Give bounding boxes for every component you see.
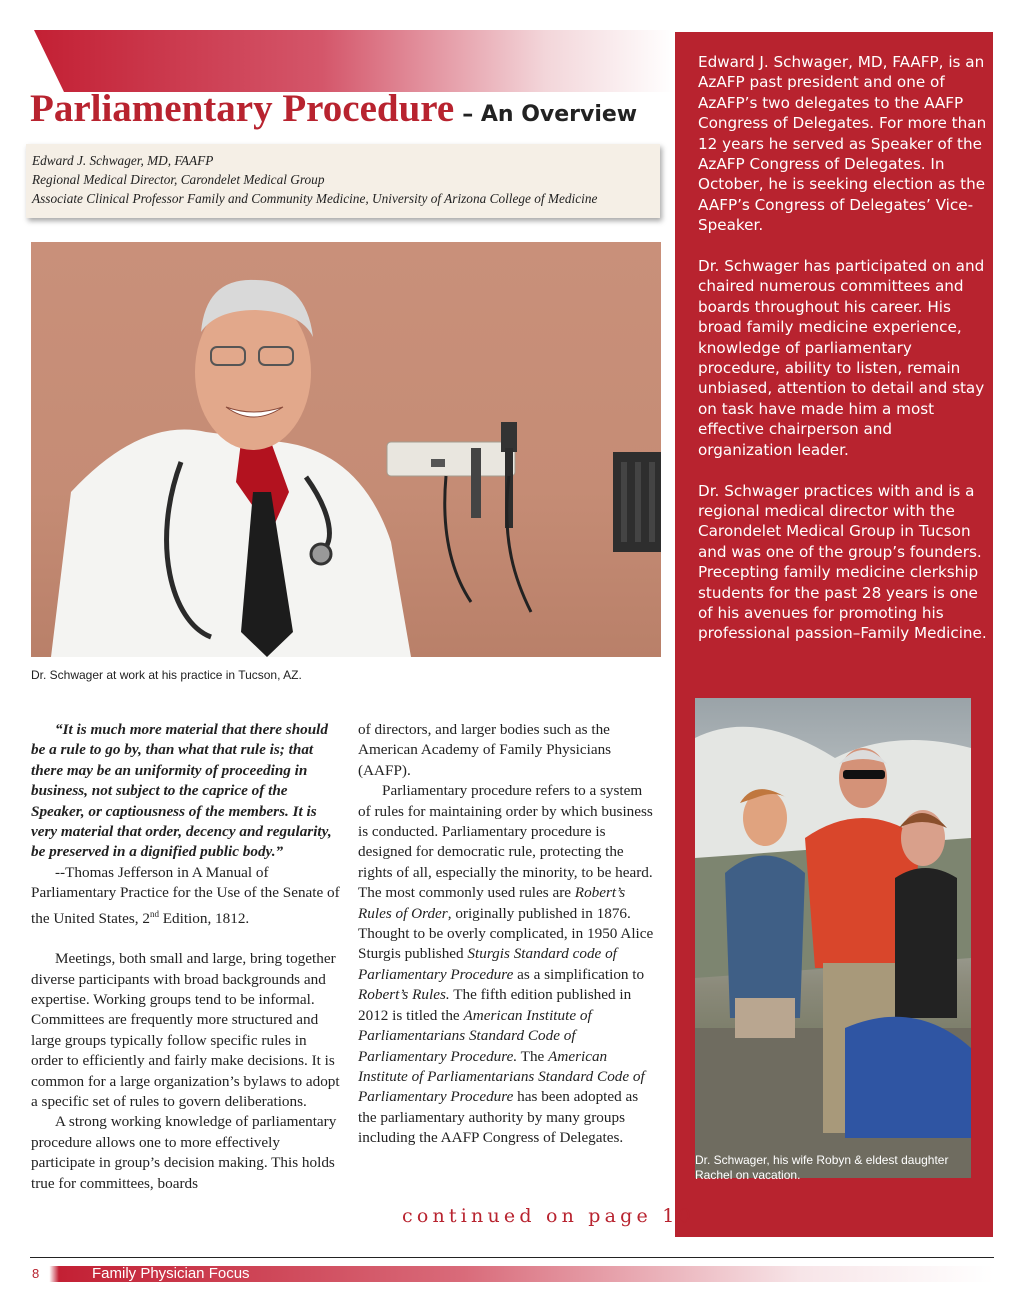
author-sidebar — [675, 32, 993, 1237]
italic-title: Sturgis Standard code of Parliamentary Procedure — [358, 945, 617, 983]
body-paragraph: Meetings, both small and large, bring together diverse participants with broad backgrounds and expertise. Working groups tend to be informal. Committees are frequently more structured and large groups typically follow specific rules in order to efficiently and fairly make decisions. It is common for a large organization’s bylaws to adopt a specific set of rules to govern deliberations. — [31, 950, 340, 1110]
attribution-text: --Thomas Jefferson in A Manual of Parliamentary Practice for the Use of the Senate of the United States, 2 — [31, 863, 340, 927]
family-illustration — [695, 698, 971, 1178]
family-photo-caption: Dr. Schwager, his wife Robyn & eldest daughter Rachel on vacation. — [695, 1153, 949, 1182]
portrait-illustration — [31, 242, 661, 657]
title-subtitle: – An Overview — [462, 102, 638, 127]
jefferson-quote: “It is much more material that there should be a rule to go by, than what that rule is; that there may be an uniformity of proceeding in business, not subject to the caprice of the Speaker, or captiousness of the members. It is very material that order, decency and regularity, be preserved in a dignified public body.” — [31, 721, 332, 861]
photo-caption: Dr. Schwager at work at his practice in Tucson, AZ. — [31, 668, 302, 682]
text-run: The fifth edition published in 2012 is titled the — [358, 986, 632, 1024]
sidebar-paragraph: Edward J. Schwager, MD, FAAFP, is an AzAFP past president and one of AzAFP’s two delegates to the AAFP Congress of Delegates. For more than 12 years he served as Speaker of the AzAFP Congress of Delegates. In October, he is seeking election as the AAFP’s Congress of Delegates’ Vice-Speaker. — [698, 53, 987, 235]
body-paragraph: of directors, and larger bodies such as the American Academy of Family Physicians (AAFP). — [358, 721, 612, 779]
text-run: Parliamentary procedure refers to a system of rules for maintaining order by which business is conducted. Parliamentary procedure is designed for democratic rule, protecting the rights of all, especially the minority, to be heard. The most commonly used rules are — [358, 782, 653, 902]
body-column-2 — [358, 720, 658, 1149]
attribution-superscript: nd — [149, 908, 159, 919]
byline-title: Regional Medical Director, Carondelet Medical Group — [32, 172, 325, 187]
body-paragraph — [358, 781, 658, 1148]
family-photo — [695, 698, 971, 1178]
byline-affiliation: Associate Clinical Professor Family and Community Medicine, University of Arizona College of Medicine — [32, 191, 598, 206]
body-paragraph: A strong working knowledge of parliamentary procedure allows one to more effectively participate in group’s decision making. This holds true for committees, boards — [31, 1113, 337, 1192]
sidebar-paragraph: Dr. Schwager has participated on and chaired numerous committees and boards throughout his career. His broad family medicine experience, knowledge of parliamentary procedure, ability to listen, remain unbiased, attention to detail and stay on task have made him a most effective chairperson and organization leader. — [698, 257, 985, 459]
sidebar-text — [698, 52, 988, 664]
text-run: has been adopted as the parliamentary authority by many groups including the AAFP Congress of Delegates. — [358, 1088, 639, 1147]
italic-title: Robert’s Rules of Order — [358, 884, 626, 922]
text-run: , originally published in 1876. Thought to be overly complicated, in 1950 Alice Sturgis published — [358, 904, 654, 963]
sidebar-paragraph: Dr. Schwager practices with and is a regional medical director with the Carondelet Medical Group in Tucson and was one of the group’s founders. Precepting family medicine clerkship students for the past 28 years is one of his avenues for promoting his professional passion–Family Medicine. — [698, 481, 987, 643]
page-number: 8 — [32, 1266, 40, 1281]
header-banner — [34, 30, 674, 92]
body-column-1 — [31, 720, 341, 1194]
publication-name: Family Physician Focus — [92, 1265, 250, 1282]
attribution-text-end: Edition, 1812. — [158, 909, 250, 927]
continued-link[interactable]: continued on page 10 — [402, 1205, 695, 1227]
byline-box — [26, 144, 660, 218]
italic-title: American Institute of Parliamentarians Standard Code of Parliamentary Procedure — [358, 1047, 645, 1106]
text-run: as a simplification to — [513, 965, 645, 983]
quote-attribution — [31, 863, 341, 929]
italic-title: American Institute of Parliamentarians Standard Code of Parliamentary Procedure. — [358, 1006, 592, 1065]
portrait-photo — [31, 242, 661, 657]
title-main: Parliamentary Procedure — [30, 87, 455, 130]
footer-rule — [30, 1257, 994, 1258]
byline-author: Edward J. Schwager, MD, FAAFP — [32, 153, 214, 168]
article-title — [30, 86, 637, 131]
text-run: The — [517, 1047, 549, 1065]
italic-title: Robert’s Rules. — [358, 986, 450, 1004]
